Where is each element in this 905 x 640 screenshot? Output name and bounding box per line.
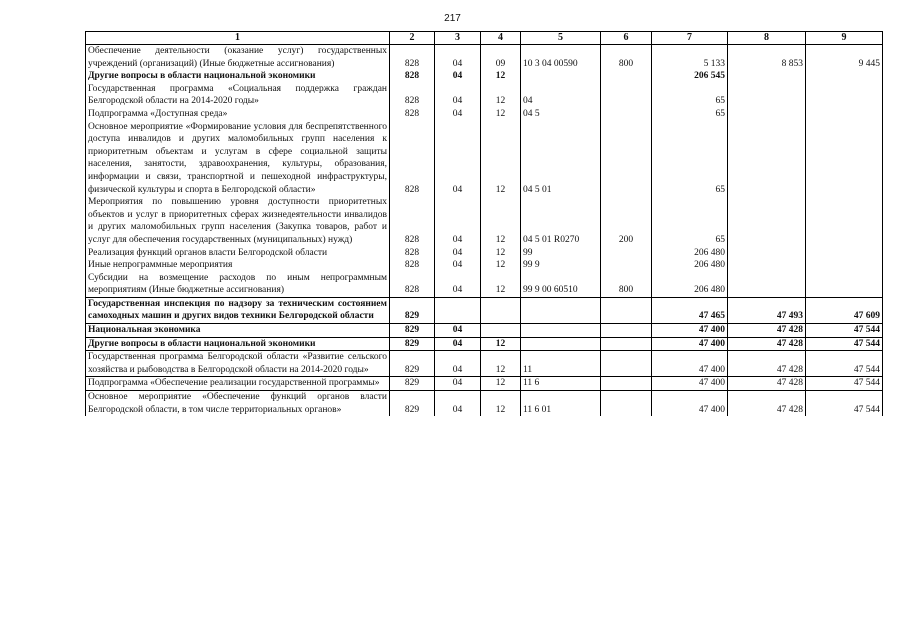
- amount-2018-cell: 65: [652, 121, 728, 197]
- amount-2018-cell: 206 480: [652, 272, 728, 298]
- admin-code-cell: 828: [390, 259, 435, 272]
- subsection-cell: 12: [481, 108, 521, 121]
- admin-code-cell: 828: [390, 45, 435, 71]
- expense-type-cell: [601, 108, 652, 121]
- expense-type-cell: [601, 70, 652, 83]
- amount-2019-cell: [728, 247, 806, 260]
- subsection-cell: 12: [481, 70, 521, 83]
- admin-code-cell: 829: [390, 391, 435, 417]
- amount-2020-cell: 47 544: [806, 337, 883, 351]
- amount-2019-cell: 47 428: [728, 377, 806, 391]
- target-article-cell: 10 3 04 00590: [521, 45, 601, 71]
- section-cell: 04: [435, 70, 481, 83]
- amount-2020-cell: [806, 196, 883, 246]
- row-name: Государственная программа «Социальная поддержка граждан Белгородской области на 2014-2020 годы»: [86, 83, 390, 108]
- admin-code-cell: 828: [390, 247, 435, 260]
- amount-2020-cell: 47 609: [806, 297, 883, 323]
- amount-2019-cell: [728, 83, 806, 108]
- target-article-cell: 99 9 00 60510: [521, 272, 601, 298]
- expense-type-cell: [601, 259, 652, 272]
- target-article-cell: 99: [521, 247, 601, 260]
- row-name: Субсидии на возмещение расходов по иным непрограммным мероприятиям (Иные бюджетные ассигнования): [86, 272, 390, 298]
- admin-code-cell: 829: [390, 297, 435, 323]
- subsection-cell: [481, 297, 521, 323]
- admin-code-cell: 828: [390, 83, 435, 108]
- amount-2019-cell: [728, 70, 806, 83]
- expense-type-cell: [601, 377, 652, 391]
- amount-2019-cell: [728, 272, 806, 298]
- target-article-cell: [521, 70, 601, 83]
- row-name: Реализация функций органов власти Белгородской области: [86, 247, 390, 260]
- amount-2018-cell: 65: [652, 83, 728, 108]
- amount-2020-cell: [806, 259, 883, 272]
- column-header-4: 4: [481, 32, 521, 45]
- table-row: [86, 337, 883, 351]
- table-row: [86, 83, 883, 108]
- admin-code-cell: 829: [390, 324, 435, 338]
- table-row: [86, 377, 883, 391]
- row-name: Мероприятия по повышению уровня доступности приоритетных объектов и услуг в приоритетных сферах жизнедеятельности инвалидов и других маломобильных групп населения (Закупка товаров, работ и услуг для обеспечения государственных (муниципальных) нужд): [86, 196, 390, 246]
- section-cell: 04: [435, 351, 481, 377]
- expense-type-cell: [601, 324, 652, 338]
- column-header-1: 1: [86, 32, 390, 45]
- amount-2018-cell: 47 465: [652, 297, 728, 323]
- amount-2019-cell: 47 428: [728, 391, 806, 417]
- expense-type-cell: [601, 247, 652, 260]
- section-cell: [435, 297, 481, 323]
- amount-2018-cell: 65: [652, 108, 728, 121]
- subsection-cell: 12: [481, 391, 521, 417]
- amount-2019-cell: [728, 121, 806, 197]
- target-article-cell: 11 6 01: [521, 391, 601, 417]
- section-cell: 04: [435, 377, 481, 391]
- table-row: [86, 351, 883, 377]
- expense-type-cell: [601, 391, 652, 417]
- admin-code-cell: 828: [390, 121, 435, 197]
- target-article-cell: 11: [521, 351, 601, 377]
- subsection-cell: 12: [481, 121, 521, 197]
- header-row: [86, 32, 883, 45]
- amount-2020-cell: 47 544: [806, 377, 883, 391]
- subsection-cell: [481, 324, 521, 338]
- amount-2020-cell: [806, 83, 883, 108]
- admin-code-cell: 829: [390, 377, 435, 391]
- amount-2018-cell: 47 400: [652, 391, 728, 417]
- amount-2019-cell: [728, 108, 806, 121]
- table-row: [86, 45, 883, 71]
- subsection-cell: 12: [481, 259, 521, 272]
- section-cell: 04: [435, 391, 481, 417]
- row-name: Национальная экономика: [86, 324, 390, 338]
- expense-type-cell: 800: [601, 45, 652, 71]
- admin-code-cell: 828: [390, 272, 435, 298]
- amount-2020-cell: 47 544: [806, 324, 883, 338]
- amount-2018-cell: 5 133: [652, 45, 728, 71]
- expense-type-cell: [601, 351, 652, 377]
- expense-type-cell: 200: [601, 196, 652, 246]
- section-cell: 04: [435, 324, 481, 338]
- amount-2020-cell: [806, 70, 883, 83]
- table-row: [86, 259, 883, 272]
- admin-code-cell: 829: [390, 351, 435, 377]
- row-name: Государственная программа Белгородской области «Развитие сельского хозяйства и рыбоводства в Белгородской области на 2014-2020 годы»: [86, 351, 390, 377]
- amount-2018-cell: 206 480: [652, 259, 728, 272]
- admin-code-cell: 828: [390, 70, 435, 83]
- section-cell: 04: [435, 196, 481, 246]
- table-row: [86, 324, 883, 338]
- admin-code-cell: 828: [390, 196, 435, 246]
- section-cell: 04: [435, 121, 481, 197]
- table-row: [86, 391, 883, 417]
- table-row: [86, 297, 883, 323]
- table-body: [86, 45, 883, 417]
- table-row: [86, 247, 883, 260]
- subsection-cell: 09: [481, 45, 521, 71]
- subsection-cell: 12: [481, 351, 521, 377]
- amount-2020-cell: 47 544: [806, 391, 883, 417]
- target-article-cell: 11 6: [521, 377, 601, 391]
- amount-2018-cell: 47 400: [652, 377, 728, 391]
- subsection-cell: 12: [481, 377, 521, 391]
- amount-2019-cell: 8 853: [728, 45, 806, 71]
- amount-2020-cell: [806, 121, 883, 197]
- subsection-cell: 12: [481, 247, 521, 260]
- expense-type-cell: [601, 121, 652, 197]
- amount-2020-cell: [806, 247, 883, 260]
- row-name: Обеспечение деятельности (оказание услуг) государственных учреждений (организаций) (Иные бюджетные ассигнования): [86, 45, 390, 71]
- admin-code-cell: 828: [390, 108, 435, 121]
- section-cell: 04: [435, 259, 481, 272]
- expense-type-cell: [601, 83, 652, 108]
- target-article-cell: 99 9: [521, 259, 601, 272]
- row-name: Государственная инспекция по надзору за техническим состоянием самоходных машин и других видов техники Белгородской области: [86, 297, 390, 323]
- section-cell: 04: [435, 45, 481, 71]
- expense-type-cell: [601, 337, 652, 351]
- amount-2019-cell: [728, 259, 806, 272]
- row-name: Основное мероприятие «Формирование условия для беспрепятственного доступа инвалидов и других маломобильных групп населения к приоритетным объектам и услугам в сфере социальной защиты населения, занятости, здравоохранения, культуры, образования, информации и связи, транспортной и пешеходной инфраструктуры, физической культуры и спорта в Белгородской области»: [86, 121, 390, 197]
- amount-2018-cell: 47 400: [652, 337, 728, 351]
- target-article-cell: [521, 337, 601, 351]
- amount-2018-cell: 47 400: [652, 351, 728, 377]
- row-name: Иные непрограммные мероприятия: [86, 259, 390, 272]
- target-article-cell: [521, 324, 601, 338]
- amount-2019-cell: 47 428: [728, 324, 806, 338]
- column-header-8: 8: [728, 32, 806, 45]
- row-name: Подпрограмма «Обеспечение реализации государственной программы»: [86, 377, 390, 391]
- page-number: 217: [444, 13, 461, 24]
- amount-2018-cell: 206 545: [652, 70, 728, 83]
- amount-2018-cell: 65: [652, 196, 728, 246]
- table-row: [86, 70, 883, 83]
- admin-code-cell: 829: [390, 337, 435, 351]
- row-name: Другие вопросы в области национальной экономики: [86, 337, 390, 351]
- subsection-cell: 12: [481, 83, 521, 108]
- amount-2018-cell: 206 480: [652, 247, 728, 260]
- table-row: [86, 272, 883, 298]
- expense-type-cell: [601, 297, 652, 323]
- amount-2019-cell: 47 428: [728, 351, 806, 377]
- budget-table: [85, 31, 883, 416]
- amount-2019-cell: 47 493: [728, 297, 806, 323]
- amount-2020-cell: 9 445: [806, 45, 883, 71]
- expense-type-cell: 800: [601, 272, 652, 298]
- amount-2018-cell: 47 400: [652, 324, 728, 338]
- column-header-5: 5: [521, 32, 601, 45]
- amount-2020-cell: [806, 272, 883, 298]
- target-article-cell: 04: [521, 83, 601, 108]
- row-name: Другие вопросы в области национальной экономики: [86, 70, 390, 83]
- target-article-cell: 04 5 01: [521, 121, 601, 197]
- table-row: [86, 108, 883, 121]
- table-row: [86, 196, 883, 246]
- row-name: Подпрограмма «Доступная среда»: [86, 108, 390, 121]
- subsection-cell: 12: [481, 337, 521, 351]
- column-header-3: 3: [435, 32, 481, 45]
- amount-2019-cell: [728, 196, 806, 246]
- amount-2019-cell: 47 428: [728, 337, 806, 351]
- target-article-cell: [521, 297, 601, 323]
- target-article-cell: 04 5: [521, 108, 601, 121]
- column-header-7: 7: [652, 32, 728, 45]
- amount-2020-cell: [806, 108, 883, 121]
- column-header-2: 2: [390, 32, 435, 45]
- section-cell: 04: [435, 337, 481, 351]
- section-cell: 04: [435, 247, 481, 260]
- section-cell: 04: [435, 108, 481, 121]
- row-name: Основное мероприятие «Обеспечение функций органов власти Белгородской области, в том числе территориальных органов»: [86, 391, 390, 417]
- section-cell: 04: [435, 83, 481, 108]
- subsection-cell: 12: [481, 196, 521, 246]
- amount-2020-cell: 47 544: [806, 351, 883, 377]
- subsection-cell: 12: [481, 272, 521, 298]
- column-header-9: 9: [806, 32, 883, 45]
- section-cell: 04: [435, 272, 481, 298]
- table-row: [86, 121, 883, 197]
- column-header-6: 6: [601, 32, 652, 45]
- target-article-cell: 04 5 01 R0270: [521, 196, 601, 246]
